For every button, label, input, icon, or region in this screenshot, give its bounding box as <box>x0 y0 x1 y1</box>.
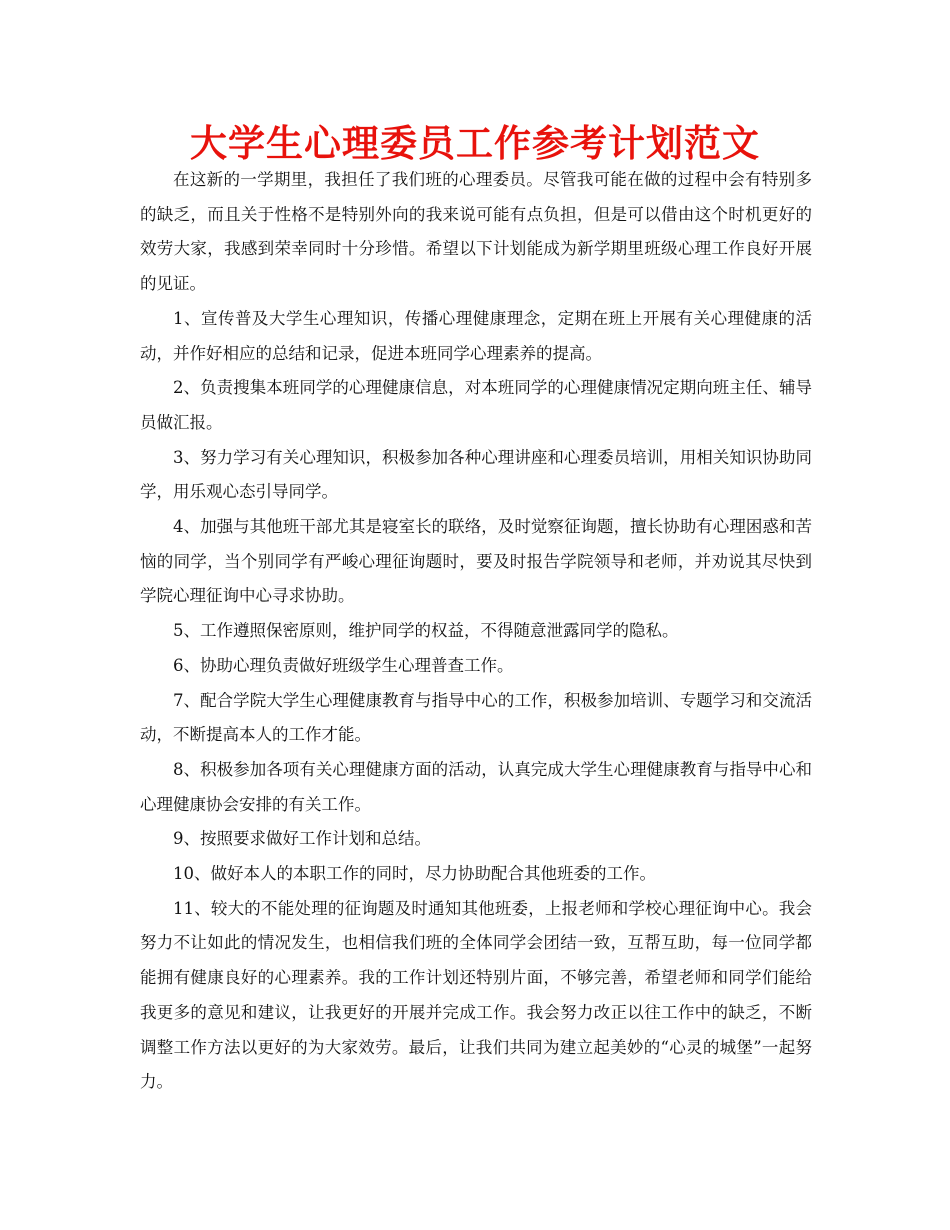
paragraph-item-4: 4、加强与其他班干部尤其是寝室长的联络，及时觉察征询题，擅长协助有心理困惑和苦恼的同学，当个别同学有严峻心理征询题时，要及时报告学院领导和老师，并劝说其尽快到学院心理征询中心寻求协助。 <box>140 517 812 606</box>
paragraph-intro: 在这新的一学期里，我担任了我们班的心理委员。尽管我可能在做的过程中会有特别多的缺乏，而且关于性格不是特别外向的我来说可能有点负担，但是可以借由这个时机更好的效劳大家，我感到荣幸同时十分珍惜。希望以下计划能成为新学期里班级心理工作良好开展的见证。 <box>140 170 812 294</box>
paragraph-item-1: 1、宣传普及大学生心理知识，传播心理健康理念，定期在班上开展有关心理健康的活动，并作好相应的总结和记录，促进本班同学心理素养的提高。 <box>140 308 812 363</box>
paragraph-item-7: 7、配合学院大学生心理健康教育与指导中心的工作，积极参加培训、专题学习和交流活动，不断提高本人的工作才能。 <box>140 690 812 745</box>
document-body <box>140 163 812 1100</box>
document-title: 大学生心理委员工作参考计划范文 <box>190 122 760 165</box>
paragraph-item-9: 9、按照要求做好工作计划和总结。 <box>173 829 431 849</box>
paragraph-item-3: 3、努力学习有关心理知识，积极参加各种心理讲座和心理委员培训，用相关知识协助同学，用乐观心态引导同学。 <box>140 447 812 502</box>
paragraph-item-5: 5、工作遵照保密原则，维护同学的权益，不得随意泄露同学的隐私。 <box>173 621 679 641</box>
paragraph-item-10: 10、做好本人的本职工作的同时，尽力协助配合其他班委的工作。 <box>173 864 656 884</box>
paragraph-item-11: 11、较大的不能处理的征询题及时通知其他班委，上报老师和学校心理征询中心。我会努力不让如此的情况发生，也相信我们班的全体同学会团结一致，互帮互助，每一位同学都能拥有健康良好的心理素养。我的工作计划还特别片面，不够完善，希望老师和同学们能给我更多的意见和建议，让我更好的开展并完成工作。我会努力改正以往工作中的缺乏，不断调整工作方法以更好的为大家效劳。最后，让我们共同为建立起美妙的“心灵的城堡”一起努力。 <box>140 898 812 1092</box>
paragraph-item-8: 8、积极参加各项有关心理健康方面的活动，认真完成大学生心理健康教育与指导中心和心理健康协会安排的有关工作。 <box>140 759 812 814</box>
paragraph-item-6: 6、协助心理负责做好班级学生心理普查工作。 <box>173 655 514 675</box>
paragraph-item-2: 2、负责搜集本班同学的心理健康信息，对本班同学的心理健康情况定期向班主任、辅导员做汇报。 <box>140 378 812 432</box>
